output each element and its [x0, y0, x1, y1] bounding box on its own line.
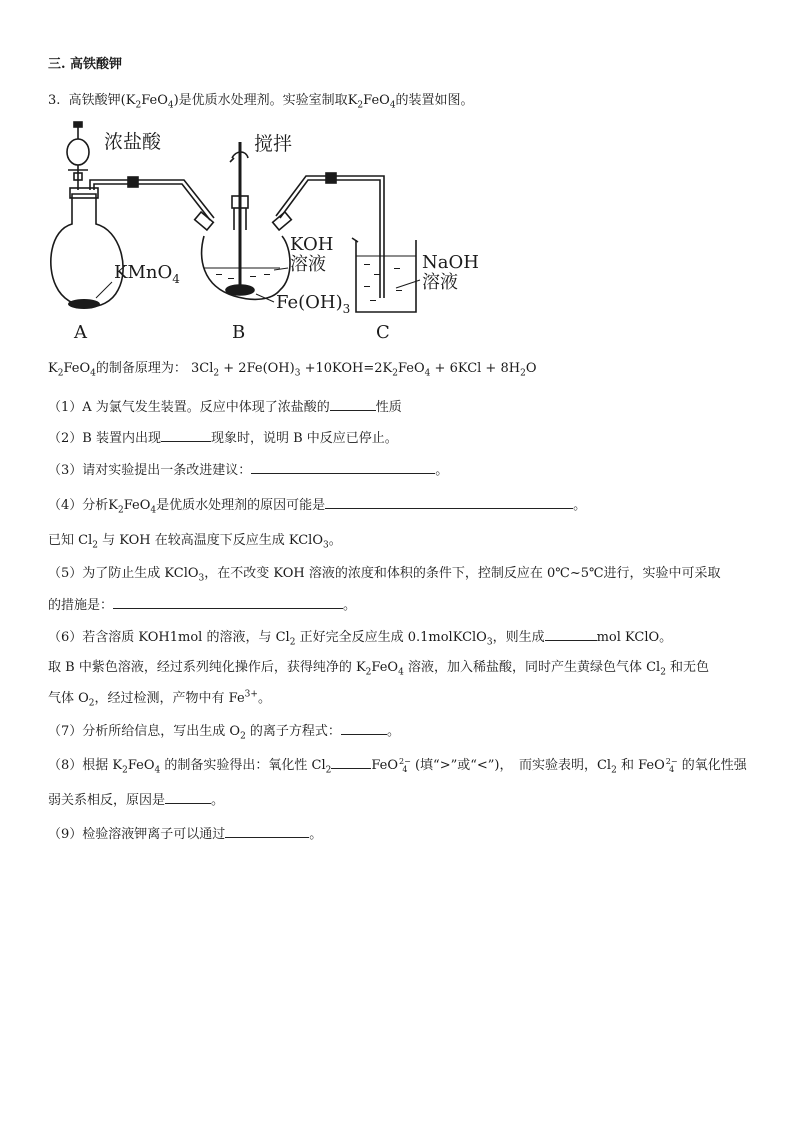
apparatus-diagram	[44, 118, 484, 344]
equation: $3Cl_2 + 2Fe(OH)_3 +10KOH=2K_2FeO_4 + 6KCl + 8H_2O$	[191, 361, 537, 379]
principle-line: $K_2FeO_4$的制备原理为： $3Cl_2 + 2Fe(OH)_3 +10KOH=2K_2FeO_4 + 6KCl + 8H_2O$	[48, 361, 537, 379]
label-koh: KOH	[290, 234, 334, 255]
answer-blank-8b[interactable]	[165, 791, 211, 804]
question-9: （9）检验溶液钾离子可以通过 。	[48, 827, 323, 842]
round-bottom-flask	[51, 194, 123, 307]
answer-blank-7[interactable]	[341, 722, 387, 735]
label-naoh: NaOH	[422, 252, 479, 273]
label-koh-solution: 溶液	[290, 254, 326, 275]
question-3: （3）请对实验提出一条改进建议： 。	[48, 463, 449, 478]
answer-blank-8a[interactable]	[331, 756, 371, 769]
question-8: （8）根据 $K_2FeO_4$ 的制备实验得出：氧化性 $Cl_2$ FeO 2− 4 (填“>”或“<”)， 而实验表明，$Cl_2$ 和 FeO 2− 4 的氧化性强	[48, 756, 747, 776]
label-b: B	[232, 322, 246, 343]
answer-blank-5[interactable]	[113, 596, 343, 609]
label-feoh3: $Fe(OH)_3$	[276, 292, 351, 316]
label-stir: 搅拌	[254, 133, 293, 155]
answer-blank-4[interactable]	[325, 496, 573, 509]
question-4: （4）分析$K_2FeO_4$是优质水处理剂的原因可能是 。	[48, 498, 587, 516]
label-a: A	[74, 322, 87, 343]
question-5-cont: 的措施是： 。	[48, 598, 357, 613]
label-hcl: 浓盐酸	[104, 131, 162, 153]
procedure-line-1: 取 B 中紫色溶液，经过系列纯化操作后，获得纯净的 $K_2FeO_4$ 溶液，加入稀盐酸，同时产生黄绿色气体 $Cl_2$ 和无色	[48, 660, 710, 678]
answer-blank-1[interactable]	[330, 398, 376, 411]
question-8-cont: 弱关系相反，原因是 。	[48, 793, 225, 808]
procedure-line-2: 气体 $O_2$，经过检测，产物中有 $Fe^{3+}$。	[48, 689, 271, 709]
label-kmno4: KMnO$_4$	[114, 262, 180, 286]
k2feo4-formula: $K_2FeO_4$	[125, 93, 174, 111]
question-7: （7）分析所给信息，写出生成 $O_2$ 的离子方程式： 。	[48, 724, 400, 742]
question-2: （2）B 装置内出现 现象时，说明 B 中反应已停止。	[48, 431, 398, 446]
answer-blank-2[interactable]	[161, 429, 211, 442]
label-naoh-solution: 溶液	[422, 272, 458, 293]
question-1: （1）A 为氯气发生装置。反应中体现了浓盐酸的 性质	[48, 400, 402, 415]
answer-blank-6[interactable]	[545, 628, 597, 641]
question-5: （5）为了防止生成 KClO$_3$，在不改变 KOH 溶液的浓度和体积的条件下，控制反应在 0℃~5℃进行，实验中可采取	[48, 566, 721, 584]
label-c: C	[376, 322, 390, 343]
question-3-intro: 3. 高铁酸钾$(K_2FeO_4)$是优质水处理剂。实验室制取$K_2FeO_4$的装置如图。	[48, 93, 474, 111]
dropping-funnel	[67, 139, 89, 165]
known-statement: 已知 $Cl_2$ 与 KOH 在较高温度下反应生成 KClO$_3$。	[48, 533, 342, 551]
section-title: 三. 高铁酸钾	[48, 57, 123, 72]
answer-blank-9[interactable]	[225, 825, 309, 838]
answer-blank-3[interactable]	[251, 461, 435, 474]
question-6: （6）若含溶质 KOH1mol 的溶液，与 $Cl_2$ 正好完全反应生成 0.1molKClO$_3$，则生成 mol KClO。	[48, 630, 673, 648]
beaker	[356, 240, 416, 312]
